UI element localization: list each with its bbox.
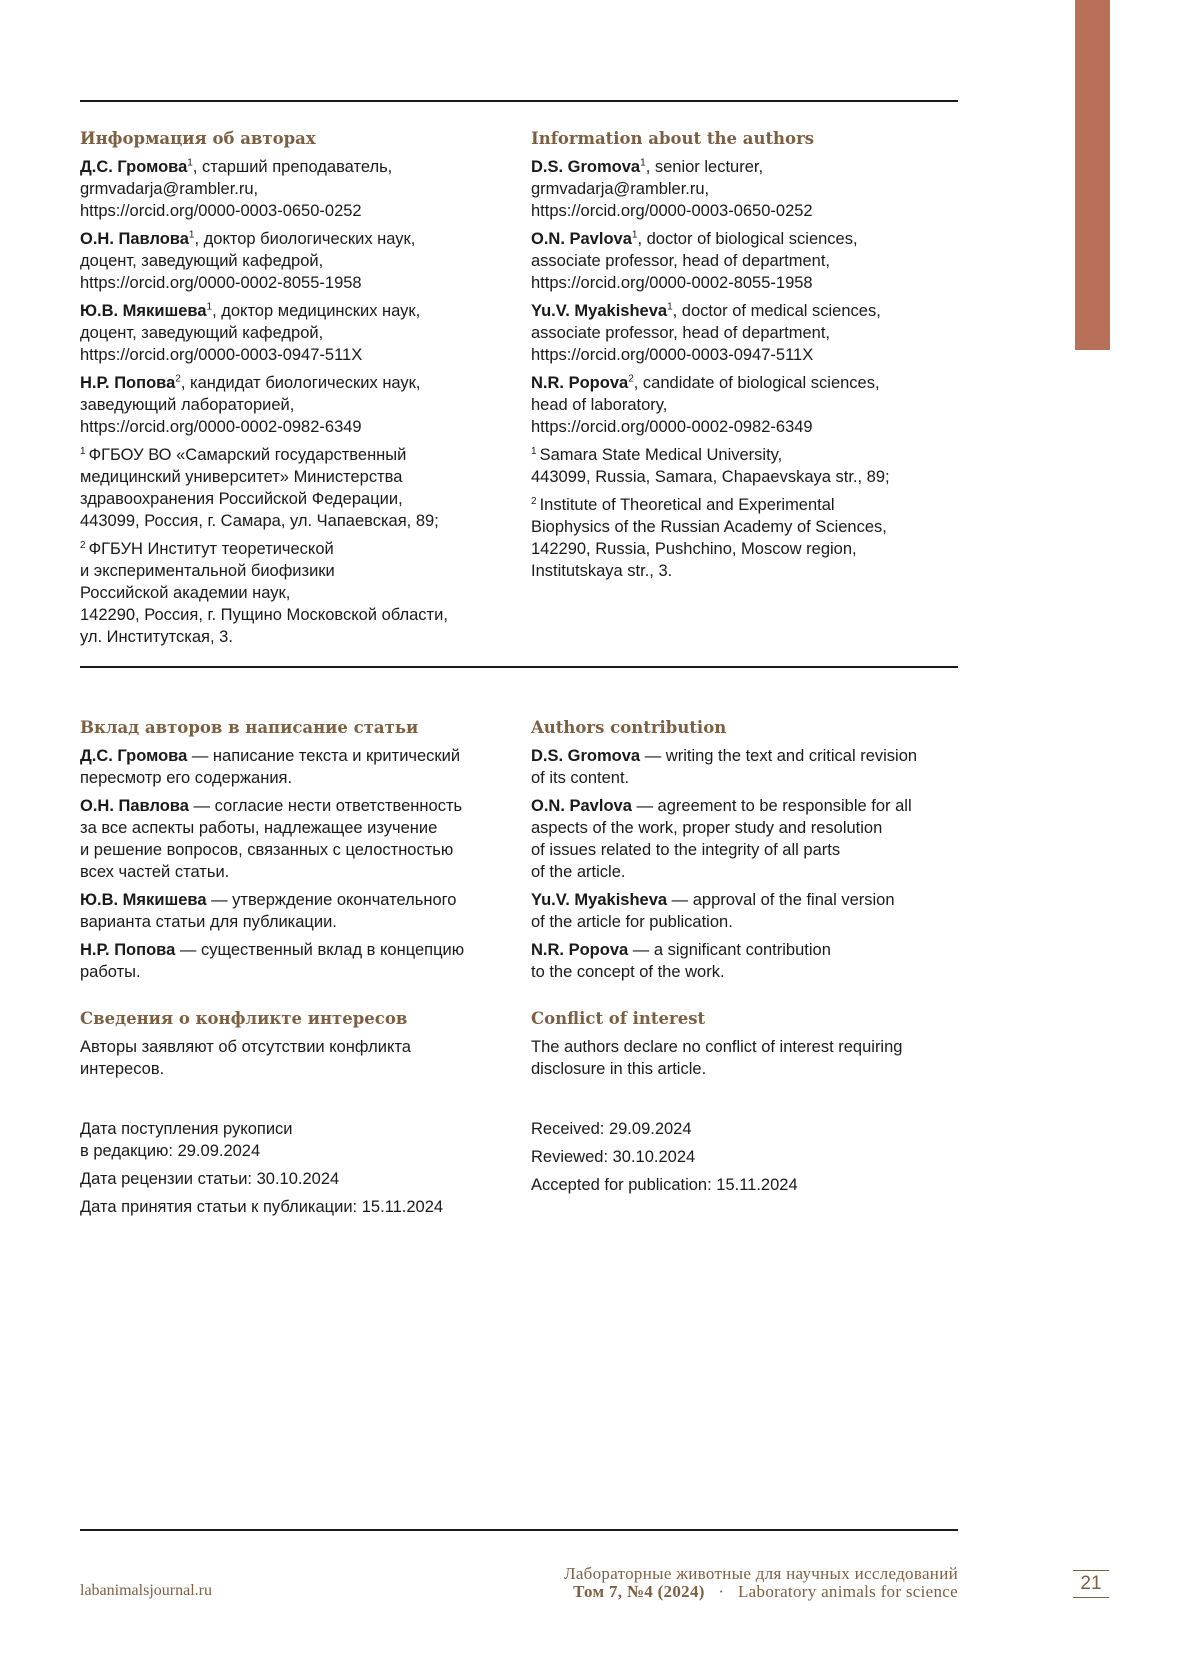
author-entry: О.Н. Павлова$^1$, доктор биологических наук, доцент, заведующий кафедрой, https://orcid.org/0000-0002-8055-1958 (80, 229, 416, 292)
section-heading: Информация об авторах (80, 129, 316, 148)
author-email: grmvadarja@rambler.ru, (80, 180, 259, 198)
date-received: Дата поступления рукописи в редакцию: 29.09.2024 (80, 1120, 293, 1160)
contribution-entry: Д.С. Громова — написание текста и критический пересмотр его содержания. (80, 747, 461, 787)
contribution-entry: O.N. Pavlova — agreement to be responsible for all aspects of the work, proper study and resolution of issues related to the integrity of all parts of the article. (531, 797, 912, 881)
date-accepted: Accepted for publication: 15.11.2024 (531, 1176, 798, 1194)
journal-volume: Том 7, №4 (2024) (573, 1582, 705, 1601)
page-number: 21 (1073, 1570, 1109, 1598)
journal-title-en: Laboratory animals for science (738, 1582, 958, 1601)
contribution-entry: N.R. Popova — a significant contribution to the concept of the work. (531, 941, 831, 981)
affiliation: $^2$ Institute of Theoretical and Experimental Biophysics of the Russian Academy of Sciences, 142290, Russia, Pushchino, Moscow region, Institutskaya str., 3. (531, 495, 887, 580)
author-name: Ю.В. Мякишева (80, 302, 207, 320)
author-name: Yu.V. Myakisheva (531, 302, 668, 320)
author-name: O.N. Pavlova (531, 230, 632, 248)
contribution-entry: Н.Р. Попова — существенный вклад в концепцию работы. (80, 941, 465, 981)
author-entry: D.S. Gromova$^1$, senior lecturer, grmvadarja@rambler.ru, https://orcid.org/0000-0003-0650-0252 (531, 157, 813, 220)
contribution-entry: О.Н. Павлова — согласие нести ответственность за все аспекты работы, надлежащее изучение и решение вопросов, связанных с целостностью всех частей статьи. (80, 797, 463, 881)
author-name: О.Н. Павлова (80, 230, 189, 248)
date-accepted: Дата принятия статьи к публикации: 15.11.2024 (80, 1198, 444, 1216)
author-entry: N.R. Popova$^2$, candidate of biological sciences, head of laboratory, https://orcid.org/0000-0002-0982-6349 (531, 373, 880, 436)
journal-website-link[interactable]: labanimalsjournal.ru (80, 1582, 212, 1599)
author-orcid: https://orcid.org/0000-0002-8055-1958 (531, 274, 813, 292)
authors-info-ru (80, 128, 512, 654)
contrib-ru (80, 717, 512, 1224)
section-heading: Вклад авторов в написание статьи (80, 718, 419, 737)
date-reviewed: Дата рецензии статьи: 30.10.2024 (80, 1170, 340, 1188)
author-name: Д.С. Громова (80, 158, 188, 176)
conflict-text: The authors declare no conflict of interest requiring disclosure in this article. (531, 1038, 903, 1078)
contribution-entry: Yu.V. Myakisheva — approval of the final version of the article for publication. (531, 891, 895, 931)
section-heading: Сведения о конфликте интересов (80, 1009, 408, 1028)
section-heading: Authors contribution (531, 718, 727, 737)
date-reviewed: Reviewed: 30.10.2024 (531, 1148, 696, 1166)
contribution-entry: Ю.В. Мякишева — утверждение окончательного варианта статьи для публикации. (80, 891, 457, 931)
author-entry: Ю.В. Мякишева$^1$, доктор медицинских наук, доцент, заведующий кафедрой, https://orcid.org/0000-0003-0947-511X (80, 301, 421, 364)
author-name: D.S. Gromova (531, 158, 641, 176)
contribution-entry: D.S. Gromova — writing the text and critical revision of its content. (531, 747, 918, 787)
contrib-en (531, 717, 963, 1202)
author-orcid: https://orcid.org/0000-0002-0982-6349 (531, 418, 813, 436)
divider-middle (80, 666, 958, 668)
journal-title-ru: Лабораторные животные для научных исследований (563, 1564, 958, 1583)
author-entry: Yu.V. Myakisheva$^1$, doctor of medical sciences, associate professor, head of department, https://orcid.org/0000-0003-0947-511X (531, 301, 881, 364)
section-heading: Information about the authors (531, 129, 815, 148)
journal-running-title (531, 1565, 958, 1601)
author-name: N.R. Popova (531, 374, 629, 392)
divider-footer (80, 1529, 958, 1531)
author-email: grmvadarja@rambler.ru, (531, 180, 710, 198)
author-orcid: https://orcid.org/0000-0003-0650-0252 (531, 202, 813, 220)
author-orcid: https://orcid.org/0000-0002-0982-6349 (80, 418, 362, 436)
author-orcid: https://orcid.org/0000-0002-8055-1958 (80, 274, 362, 292)
author-name: Н.Р. Попова (80, 374, 176, 392)
divider-top (80, 100, 958, 102)
author-entry: Н.Р. Попова$^2$, кандидат биологических наук, заведующий лабораторией, https://orcid.org/0000-0002-0982-6349 (80, 373, 421, 436)
author-entry: Д.С. Громова$^1$, старший преподаватель, grmvadarja@rambler.ru, https://orcid.org/0000-0003-0650-0252 (80, 157, 393, 220)
affiliation: $^1$ Samara State Medical University, 443099, Russia, Samara, Chapaevskaya str., 89; (531, 445, 890, 486)
conflict-text: Авторы заявляют об отсутствии конфликта интересов. (80, 1038, 411, 1078)
side-color-tab (1075, 0, 1110, 350)
author-orcid: https://orcid.org/0000-0003-0650-0252 (80, 202, 362, 220)
section-heading: Conflict of interest (531, 1009, 706, 1028)
author-orcid: https://orcid.org/0000-0003-0947-511X (80, 346, 363, 364)
affiliation: $^1$ ФГБОУ ВО «Самарский государственный медицинский университет» Министерства здравоохранения Российской Федерации, 443099, Россия, г. Самара, ул. Чапаевская, 89; (80, 445, 439, 530)
authors-info-en (531, 128, 963, 588)
author-orcid: https://orcid.org/0000-0003-0947-511X (531, 346, 814, 364)
date-received: Received: 29.09.2024 (531, 1120, 692, 1138)
author-entry: O.N. Pavlova$^1$, doctor of biological sciences, associate professor, head of department, https://orcid.org/0000-0002-8055-1958 (531, 229, 858, 292)
separator-dot: · (718, 1582, 725, 1601)
affiliation: $^2$ ФГБУН Институт теоретической и экспериментальной биофизики Российской академии наук, 142290, Россия, г. Пущино Московской области, ул. Институтская, 3. (80, 539, 448, 646)
